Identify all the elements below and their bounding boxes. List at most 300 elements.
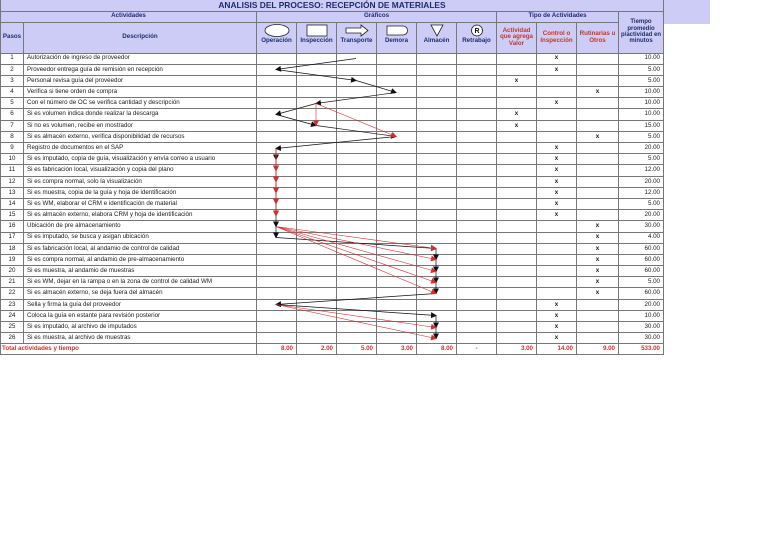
total-symbol-count: 8.00 bbox=[257, 344, 297, 355]
rutina-mark bbox=[577, 120, 619, 131]
symbol-cell bbox=[337, 310, 377, 321]
rutina-mark: x bbox=[577, 288, 619, 299]
symbol-cell bbox=[297, 154, 337, 165]
symbol-cell bbox=[377, 131, 417, 142]
symbol-cell bbox=[257, 75, 297, 86]
symbol-cell bbox=[457, 198, 497, 209]
symbol-cell bbox=[377, 143, 417, 154]
symbol-cell bbox=[257, 53, 297, 64]
symbol-cell bbox=[257, 288, 297, 299]
table-row bbox=[1, 109, 664, 120]
step-time: 30.00 bbox=[619, 333, 664, 344]
control-mark: x bbox=[537, 322, 577, 333]
symbol-cell bbox=[377, 109, 417, 120]
symbol-cell bbox=[417, 131, 457, 142]
control-mark: x bbox=[537, 53, 577, 64]
symbol-cell bbox=[337, 322, 377, 333]
symbol-cell bbox=[297, 277, 337, 288]
symbol-cell bbox=[257, 299, 297, 310]
symbol-cell bbox=[417, 75, 457, 86]
step-description: Si es almacén externo, elabora CRM y hoja de identificación bbox=[24, 210, 257, 221]
symbol-cell bbox=[417, 176, 457, 187]
symbol-cell bbox=[297, 64, 337, 75]
symbol-cell bbox=[337, 221, 377, 232]
header-control: Control o Inspección bbox=[537, 22, 577, 53]
symbol-cell bbox=[257, 243, 297, 254]
step-time: 60.00 bbox=[619, 254, 664, 265]
storage-triangle-icon bbox=[423, 23, 451, 38]
table-row bbox=[1, 288, 664, 299]
symbol-label: Retrabajo bbox=[462, 36, 491, 44]
rutina-mark: x bbox=[577, 243, 619, 254]
total-row bbox=[1, 344, 664, 355]
step-time: 5.00 bbox=[619, 198, 664, 209]
symbol-cell bbox=[297, 310, 337, 321]
symbol-cell bbox=[377, 87, 417, 98]
symbol-cell bbox=[337, 87, 377, 98]
symbol-cell bbox=[337, 187, 377, 198]
step-number: 22 bbox=[1, 288, 24, 299]
step-number: 24 bbox=[1, 310, 24, 321]
symbol-cell bbox=[457, 322, 497, 333]
symbol-cell bbox=[457, 277, 497, 288]
header-retrabajo bbox=[457, 22, 497, 53]
valor-mark bbox=[497, 53, 537, 64]
rutina-mark bbox=[577, 143, 619, 154]
step-number: 19 bbox=[1, 254, 24, 265]
symbol-cell bbox=[417, 154, 457, 165]
symbol-cell bbox=[417, 288, 457, 299]
symbol-cell bbox=[417, 53, 457, 64]
table-row bbox=[1, 221, 664, 232]
control-mark: x bbox=[537, 64, 577, 75]
symbol-cell bbox=[377, 154, 417, 165]
symbol-cell bbox=[377, 333, 417, 344]
step-time: 60.00 bbox=[619, 288, 664, 299]
step-description: Personal revisa guía del proveedor bbox=[24, 75, 257, 86]
symbol-cell bbox=[297, 98, 337, 109]
symbol-cell bbox=[297, 299, 337, 310]
control-mark: x bbox=[537, 98, 577, 109]
rutina-mark bbox=[577, 75, 619, 86]
symbol-cell bbox=[257, 98, 297, 109]
symbol-cell bbox=[377, 176, 417, 187]
symbol-cell bbox=[417, 333, 457, 344]
symbol-cell bbox=[297, 243, 337, 254]
symbol-cell bbox=[297, 131, 337, 142]
header-demora bbox=[377, 22, 417, 53]
page-title: ANALISIS DEL PROCESO: RECEPCIÓN DE MATERIALES bbox=[1, 0, 664, 11]
step-time: 4.00 bbox=[619, 232, 664, 243]
symbol-cell bbox=[297, 254, 337, 265]
symbol-cell bbox=[457, 165, 497, 176]
control-mark bbox=[537, 288, 577, 299]
step-time: 10.00 bbox=[619, 109, 664, 120]
rutina-mark: x bbox=[577, 254, 619, 265]
symbol-label: Almacén bbox=[423, 36, 450, 44]
valor-mark bbox=[497, 310, 537, 321]
step-number: 13 bbox=[1, 187, 24, 198]
symbol-cell bbox=[257, 109, 297, 120]
table-row bbox=[1, 322, 664, 333]
symbol-cell bbox=[457, 254, 497, 265]
rutina-mark: x bbox=[577, 131, 619, 142]
rutina-mark bbox=[577, 198, 619, 209]
table-row bbox=[1, 254, 664, 265]
symbol-cell bbox=[297, 210, 337, 221]
total-type-count: 9.00 bbox=[577, 344, 619, 355]
rutina-mark: x bbox=[577, 277, 619, 288]
symbol-cell bbox=[337, 154, 377, 165]
valor-mark bbox=[497, 143, 537, 154]
symbol-cell bbox=[337, 243, 377, 254]
header-actividades: Actividades bbox=[1, 11, 257, 22]
valor-mark bbox=[497, 221, 537, 232]
symbol-cell bbox=[297, 187, 337, 198]
table-row bbox=[1, 75, 664, 86]
symbol-cell bbox=[457, 266, 497, 277]
step-description: Si es fabricación local, al andamio de control de calidad bbox=[24, 243, 257, 254]
valor-mark: x bbox=[497, 120, 537, 131]
valor-mark bbox=[497, 210, 537, 221]
step-time: 30.00 bbox=[619, 322, 664, 333]
symbol-cell bbox=[297, 288, 337, 299]
step-number: 10 bbox=[1, 154, 24, 165]
total-symbol-count: - bbox=[457, 344, 497, 355]
symbol-cell bbox=[417, 165, 457, 176]
rutina-mark bbox=[577, 210, 619, 221]
table-row bbox=[1, 187, 664, 198]
valor-mark bbox=[497, 131, 537, 142]
step-time: 15.00 bbox=[619, 120, 664, 131]
symbol-cell bbox=[257, 87, 297, 98]
symbol-cell bbox=[337, 254, 377, 265]
step-number: 15 bbox=[1, 210, 24, 221]
step-time: 12.00 bbox=[619, 165, 664, 176]
step-time: 5.00 bbox=[619, 131, 664, 142]
step-description: Verifica si tiene orden de compra bbox=[24, 87, 257, 98]
valor-mark bbox=[497, 98, 537, 109]
step-time: 20.00 bbox=[619, 210, 664, 221]
rutina-mark bbox=[577, 310, 619, 321]
symbol-cell bbox=[417, 310, 457, 321]
symbol-cell bbox=[417, 198, 457, 209]
header-graficos: Gráficos bbox=[257, 11, 497, 22]
valor-mark bbox=[497, 288, 537, 299]
total-time: 533.00 bbox=[619, 344, 664, 355]
symbol-cell bbox=[457, 87, 497, 98]
step-description: Si no es volumen, recibe en mostrador bbox=[24, 120, 257, 131]
control-mark: x bbox=[537, 310, 577, 321]
symbol-cell bbox=[417, 187, 457, 198]
symbol-cell bbox=[377, 254, 417, 265]
control-mark bbox=[537, 243, 577, 254]
symbol-cell bbox=[297, 232, 337, 243]
header-pasos: Pasos bbox=[1, 22, 24, 53]
symbol-cell bbox=[457, 75, 497, 86]
symbol-cell bbox=[377, 243, 417, 254]
symbol-cell bbox=[377, 198, 417, 209]
symbol-cell bbox=[257, 198, 297, 209]
symbol-cell bbox=[417, 109, 457, 120]
symbol-cell bbox=[457, 98, 497, 109]
symbol-cell bbox=[417, 210, 457, 221]
symbol-cell bbox=[377, 288, 417, 299]
symbol-cell bbox=[457, 243, 497, 254]
step-number: 18 bbox=[1, 243, 24, 254]
header-tipo-actividades: Tipo de Actividades bbox=[497, 11, 619, 22]
step-description: Con el número de OC se verifica cantidad y descripción bbox=[24, 98, 257, 109]
symbol-cell bbox=[257, 221, 297, 232]
symbol-cell bbox=[417, 322, 457, 333]
total-type-count: 3.00 bbox=[497, 344, 537, 355]
symbol-label: Demora bbox=[384, 36, 409, 44]
symbol-cell bbox=[457, 232, 497, 243]
table-row bbox=[1, 232, 664, 243]
step-time: 20.00 bbox=[619, 299, 664, 310]
header-band bbox=[663, 0, 710, 24]
symbol-cell bbox=[377, 98, 417, 109]
control-mark bbox=[537, 75, 577, 86]
step-number: 11 bbox=[1, 165, 24, 176]
symbol-cell bbox=[457, 120, 497, 131]
step-time: 5.00 bbox=[619, 75, 664, 86]
symbol-cell bbox=[257, 143, 297, 154]
symbol-cell bbox=[457, 299, 497, 310]
control-mark bbox=[537, 131, 577, 142]
step-description: Si es fabricación local, visualización y copia del plano bbox=[24, 165, 257, 176]
valor-mark bbox=[497, 243, 537, 254]
control-mark: x bbox=[537, 210, 577, 221]
step-description: Coloca la guía en estante para revisión posterior bbox=[24, 310, 257, 321]
step-time: 60.00 bbox=[619, 243, 664, 254]
symbol-cell bbox=[377, 75, 417, 86]
total-symbol-count: 2.00 bbox=[297, 344, 337, 355]
total-symbol-count: 8.00 bbox=[417, 344, 457, 355]
total-label: Total actividades y tiempo bbox=[1, 344, 257, 355]
rework-icon bbox=[463, 23, 491, 38]
step-number: 26 bbox=[1, 333, 24, 344]
rutina-mark bbox=[577, 109, 619, 120]
symbol-cell bbox=[457, 53, 497, 64]
table-row bbox=[1, 154, 664, 165]
symbol-cell bbox=[457, 109, 497, 120]
symbol-cell bbox=[337, 198, 377, 209]
symbol-cell bbox=[377, 187, 417, 198]
table-row bbox=[1, 64, 664, 75]
header-rutinarias: Rutinarias u Otros bbox=[577, 22, 619, 53]
table-row bbox=[1, 333, 664, 344]
rutina-mark bbox=[577, 333, 619, 344]
control-mark: x bbox=[537, 299, 577, 310]
valor-mark bbox=[497, 198, 537, 209]
table-row bbox=[1, 165, 664, 176]
symbol-cell bbox=[377, 322, 417, 333]
operation-icon bbox=[263, 23, 291, 38]
rutina-mark bbox=[577, 299, 619, 310]
symbol-cell bbox=[337, 120, 377, 131]
step-number: 20 bbox=[1, 266, 24, 277]
symbol-cell bbox=[337, 176, 377, 187]
step-number: 4 bbox=[1, 87, 24, 98]
control-mark: x bbox=[537, 154, 577, 165]
step-description: Sella y firma la guía del proveedor bbox=[24, 299, 257, 310]
total-symbol-count: 5.00 bbox=[337, 344, 377, 355]
symbol-cell bbox=[377, 299, 417, 310]
symbol-cell bbox=[377, 120, 417, 131]
step-number: 25 bbox=[1, 322, 24, 333]
step-description: Si es compra normal, al andamio de pre-almacenamiento bbox=[24, 254, 257, 265]
step-number: 6 bbox=[1, 109, 24, 120]
control-mark bbox=[537, 120, 577, 131]
symbol-cell bbox=[297, 87, 337, 98]
header-valor: Actividad que agrega Valor bbox=[497, 22, 537, 53]
table-row bbox=[1, 176, 664, 187]
symbol-cell bbox=[417, 266, 457, 277]
symbol-cell bbox=[257, 322, 297, 333]
total-type-count: 14.00 bbox=[537, 344, 577, 355]
rutina-mark bbox=[577, 322, 619, 333]
valor-mark bbox=[497, 187, 537, 198]
symbol-cell bbox=[337, 143, 377, 154]
symbol-cell bbox=[297, 333, 337, 344]
valor-mark bbox=[497, 277, 537, 288]
symbol-cell bbox=[457, 187, 497, 198]
step-description: Si es almacén externo, se deja fuera del almacén bbox=[24, 288, 257, 299]
symbol-cell bbox=[417, 299, 457, 310]
symbol-cell bbox=[377, 165, 417, 176]
symbol-label: Inspección bbox=[300, 36, 333, 44]
symbol-cell bbox=[337, 75, 377, 86]
control-mark bbox=[537, 254, 577, 265]
symbol-cell bbox=[337, 131, 377, 142]
table-row bbox=[1, 277, 664, 288]
table-row bbox=[1, 143, 664, 154]
symbol-cell bbox=[337, 299, 377, 310]
symbol-cell bbox=[297, 143, 337, 154]
control-mark bbox=[537, 277, 577, 288]
symbol-cell bbox=[337, 232, 377, 243]
symbol-cell bbox=[417, 232, 457, 243]
symbol-cell bbox=[337, 109, 377, 120]
symbol-cell bbox=[417, 64, 457, 75]
header-tiempo: Tiempo promedio p/actividad en minutos bbox=[619, 11, 664, 53]
rework-glyph: R bbox=[473, 27, 480, 35]
step-time: 20.00 bbox=[619, 143, 664, 154]
valor-mark bbox=[497, 299, 537, 310]
symbol-label: Operación bbox=[261, 36, 292, 44]
step-time: 20.00 bbox=[619, 176, 664, 187]
symbol-cell bbox=[377, 310, 417, 321]
symbol-cell bbox=[297, 221, 337, 232]
transport-arrow-icon bbox=[343, 23, 371, 38]
table-row bbox=[1, 98, 664, 109]
control-mark: x bbox=[537, 333, 577, 344]
symbol-cell bbox=[417, 221, 457, 232]
symbol-cell bbox=[257, 266, 297, 277]
symbol-cell bbox=[257, 232, 297, 243]
symbol-cell bbox=[337, 64, 377, 75]
symbol-cell bbox=[337, 288, 377, 299]
step-number: 23 bbox=[1, 299, 24, 310]
symbol-cell bbox=[377, 53, 417, 64]
step-time: 10.00 bbox=[619, 87, 664, 98]
symbol-cell bbox=[337, 53, 377, 64]
table-row bbox=[1, 131, 664, 142]
symbol-cell bbox=[257, 187, 297, 198]
step-number: 5 bbox=[1, 98, 24, 109]
symbol-cell bbox=[377, 210, 417, 221]
control-mark bbox=[537, 266, 577, 277]
symbol-cell bbox=[377, 266, 417, 277]
step-time: 30.00 bbox=[619, 221, 664, 232]
symbol-cell bbox=[297, 266, 337, 277]
rutina-mark bbox=[577, 176, 619, 187]
step-time: 60.00 bbox=[619, 266, 664, 277]
step-number: 21 bbox=[1, 277, 24, 288]
header-operacion bbox=[257, 22, 297, 53]
symbol-cell bbox=[377, 64, 417, 75]
step-description: Si es imputado, al archivo de imputados bbox=[24, 322, 257, 333]
step-description: Si es almacén externo, verifica disponibilidad de recursos bbox=[24, 131, 257, 142]
symbol-cell bbox=[417, 87, 457, 98]
symbol-cell bbox=[297, 198, 337, 209]
step-description: Si es compra normal, solo la visualización bbox=[24, 176, 257, 187]
symbol-cell bbox=[377, 221, 417, 232]
step-description: Si es WM, dejar en la rampa o en la zona de control de calidad WM bbox=[24, 277, 257, 288]
symbol-cell bbox=[297, 109, 337, 120]
rutina-mark: x bbox=[577, 87, 619, 98]
delay-icon bbox=[383, 23, 411, 38]
symbol-cell bbox=[457, 333, 497, 344]
symbol-cell bbox=[257, 120, 297, 131]
symbol-cell bbox=[257, 131, 297, 142]
valor-mark bbox=[497, 266, 537, 277]
symbol-cell bbox=[377, 232, 417, 243]
step-time: 12.00 bbox=[619, 187, 664, 198]
step-time: 10.00 bbox=[619, 53, 664, 64]
total-symbol-count: 3.00 bbox=[377, 344, 417, 355]
symbol-cell bbox=[417, 143, 457, 154]
step-description: Si es muestra, al archivo de muestras bbox=[24, 333, 257, 344]
step-time: 5.00 bbox=[619, 277, 664, 288]
valor-mark: x bbox=[497, 109, 537, 120]
step-number: 12 bbox=[1, 176, 24, 187]
step-number: 17 bbox=[1, 232, 24, 243]
step-description: Si es volumen indica donde realizar la descarga bbox=[24, 109, 257, 120]
control-mark bbox=[537, 221, 577, 232]
header-inspeccion bbox=[297, 22, 337, 53]
symbol-cell bbox=[337, 98, 377, 109]
valor-mark bbox=[497, 333, 537, 344]
symbol-cell bbox=[337, 266, 377, 277]
symbol-cell bbox=[337, 210, 377, 221]
table-row bbox=[1, 210, 664, 221]
symbol-cell bbox=[457, 131, 497, 142]
symbol-cell bbox=[257, 277, 297, 288]
step-number: 16 bbox=[1, 221, 24, 232]
symbol-cell bbox=[337, 333, 377, 344]
table-row bbox=[1, 120, 664, 131]
step-number: 7 bbox=[1, 120, 24, 131]
symbol-cell bbox=[297, 322, 337, 333]
valor-mark bbox=[497, 154, 537, 165]
rutina-mark bbox=[577, 98, 619, 109]
symbol-cell bbox=[457, 288, 497, 299]
step-number: 1 bbox=[1, 53, 24, 64]
symbol-cell bbox=[457, 154, 497, 165]
symbol-cell bbox=[377, 277, 417, 288]
